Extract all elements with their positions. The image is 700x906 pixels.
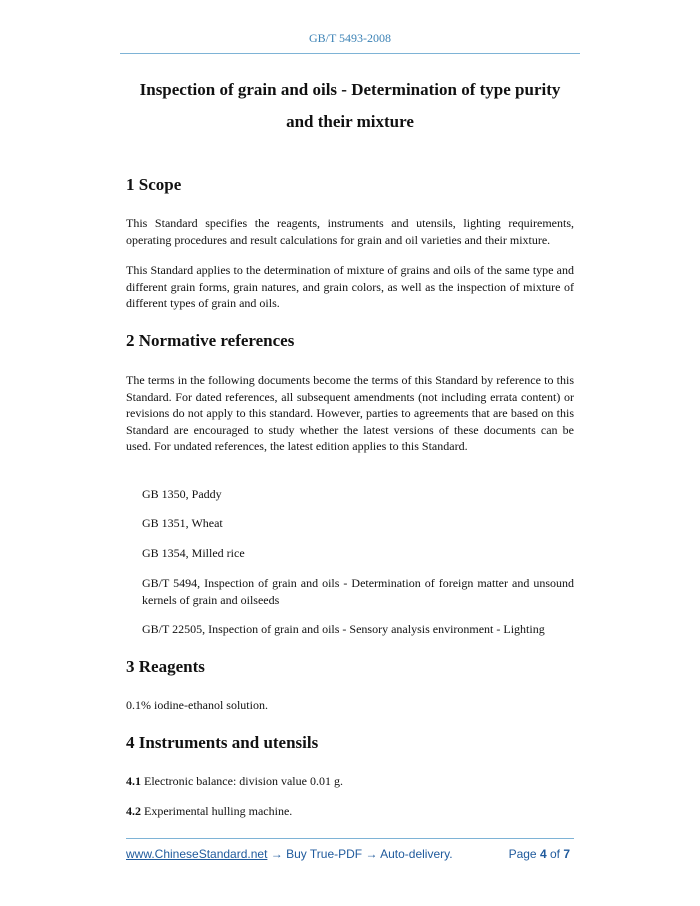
website-link[interactable]: www.ChineseStandard.net	[126, 847, 268, 861]
page-of: of	[546, 847, 564, 861]
footer-tagline: → Buy True-PDF → Auto-delivery.	[267, 847, 453, 861]
instrument-item	[126, 773, 574, 790]
instrument-item	[126, 803, 574, 820]
footer-divider	[126, 838, 574, 839]
section-heading-scope: 1 Scope	[126, 175, 182, 194]
instrument-item-number: 4.2	[126, 804, 141, 818]
page-footer	[126, 847, 574, 863]
instrument-item-number: 4.1	[126, 774, 141, 788]
page-total: 7	[563, 847, 570, 861]
instrument-item-text: Electronic balance: division value 0.01 g.	[141, 774, 343, 788]
scope-paragraph-1: This Standard specifies the reagents, instruments and utensils, lighting requirements, operating procedures and result calculations for grain and oil varieties and their mixture.	[126, 216, 574, 247]
page-indicator	[509, 847, 570, 861]
standard-code-header: GB/T 5493-2008	[308, 31, 392, 45]
title-line-1: Inspection of grain and oils - Determination of type purity	[139, 80, 561, 99]
title-line-2: and their mixture	[286, 112, 414, 131]
reference-item: GB 1354, Milled rice	[142, 546, 245, 560]
reagents-paragraph: 0.1% iodine-ethanol solution.	[126, 698, 268, 712]
header-divider	[120, 53, 580, 54]
section-heading-reagents: 3 Reagents	[126, 657, 205, 676]
reference-item: GB/T 5494, Inspection of grain and oils - Determination of foreign matter and unsound kernels of grain and oilseeds	[142, 576, 574, 607]
reference-item: GB/T 22505, Inspection of grain and oils - Sensory analysis environment - Lighting	[142, 622, 545, 636]
page-current: 4	[539, 847, 547, 861]
reference-item: GB 1350, Paddy	[142, 487, 222, 501]
document-title	[100, 74, 600, 138]
footer-promo	[126, 847, 453, 861]
scope-paragraph-2: This Standard applies to the determination of mixture of grains and oils of the same type and different grain forms, grain natures, and grain colors, as well as the inspection of mixture of different types of grain and oils.	[126, 263, 574, 311]
reference-item: GB 1351, Wheat	[142, 516, 223, 530]
page-label: Page	[508, 847, 540, 861]
section-heading-normative-references: 2 Normative references	[126, 331, 295, 350]
instrument-item-text: Experimental hulling machine.	[141, 804, 293, 818]
normative-paragraph: The terms in the following documents become the terms of this Standard by reference to this Standard. For dated references, all subsequent amendments (not including errata content) or revisions do not apply to this standard. However, parties to agreements that are based on this Standard are encouraged to study whether the latest versions of these documents can be used. For undated references, the latest edition applies to this Standard.	[126, 373, 574, 454]
section-heading-instruments: 4 Instruments and utensils	[126, 733, 319, 752]
